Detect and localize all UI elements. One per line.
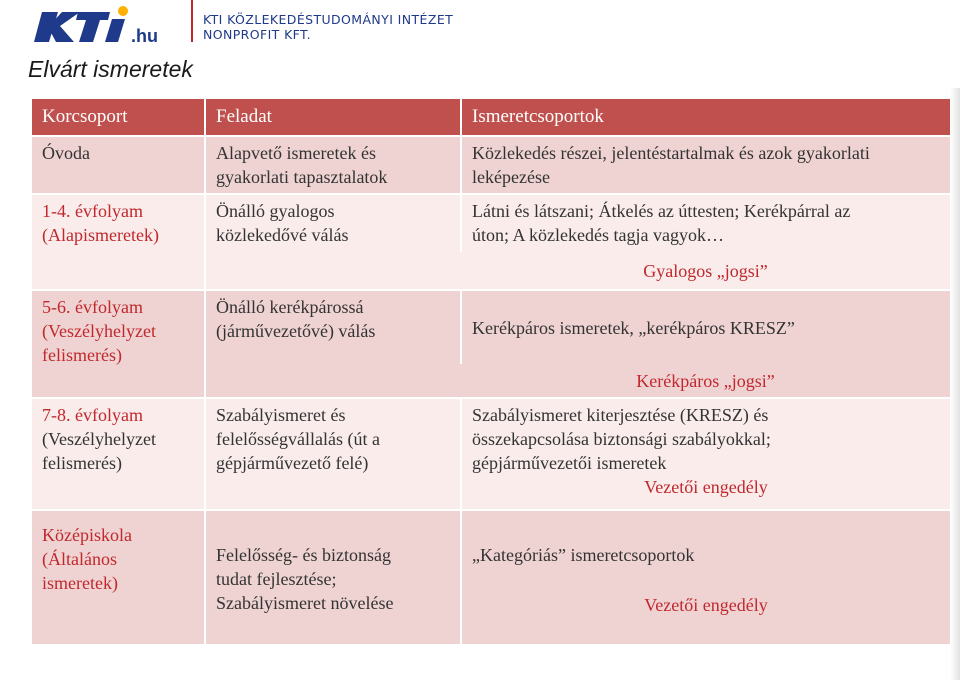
age-text: (Általános [42,549,117,569]
age-text: 5-6. évfolyam [42,297,143,317]
age-cell [32,194,205,290]
task-cell [205,194,461,290]
task-text: Alapvető ismeretek és [216,143,376,163]
knowledge-text: leképezése [472,167,550,187]
age-text: 7-8. évfolyam [42,405,143,425]
knowledge-text: „Kategóriás” ismeretcsoportok [472,545,695,565]
table-row [32,398,950,510]
table-row [32,290,950,364]
knowledge-cell [461,194,950,252]
age-text: (Veszélyhelyzet [42,429,156,449]
age-cell [32,398,205,510]
age-cell [32,290,205,398]
right-edge-shadow [950,88,960,680]
knowledge-table [32,99,950,644]
age-text: (Alapismeretek) [42,225,159,245]
knowledge-text: úton; A közlekedés tagja vagyok… [472,225,724,245]
knowledge-text: Szabályismeret kiterjesztése (KRESZ) és [472,405,769,425]
table-header-row [32,99,950,136]
task-text: (járművezetővé) válás [216,321,376,341]
milestone-cell: Gyalogos „jogsi” [461,252,950,290]
task-text: Szabályismeret növelése [216,593,394,613]
age-cell [32,136,205,194]
table-row [32,510,950,644]
kti-logo [34,4,184,46]
page-header [0,0,960,50]
age-text: felismerés) [42,453,122,473]
age-text: Óvoda [42,143,90,163]
task-text: Szabályismeret és [216,405,346,425]
task-cell [205,290,461,398]
logo-suffix: .hu [131,26,158,46]
knowledge-cell [461,510,950,644]
header-knowledge-groups: Ismeretcsoportok [461,99,950,136]
task-cell [205,136,461,194]
header-task: Feladat [205,99,461,136]
task-text: tudat fejlesztése; [216,569,337,589]
task-text: közlekedővé válás [216,225,349,245]
knowledge-text: gépjárművezetői ismeretek [472,453,667,473]
header-age-group: Korcsoport [32,99,205,136]
knowledge-text: Látni és látszani; Átkelés az úttesten; Kerékpárral az [472,201,851,221]
table-row [32,136,950,194]
task-text: Önálló gyalogos [216,201,335,221]
task-text: gépjárművezető felé) [216,453,369,473]
age-text: (Veszélyhelyzet [42,321,156,341]
org-line-1: KTI KÖZLEKEDÉSTUDOMÁNYI INTÉZET [203,12,454,27]
knowledge-cell [461,398,950,510]
license-note: Vezetői engedély [644,477,768,497]
task-text: felelősségvállalás (út a [216,429,380,449]
knowledge-text: összekapcsolása biztonsági szabályokkal; [472,429,771,449]
milestone-cell: Kerékpáros „jogsi” [461,364,950,398]
task-cell [205,510,461,644]
age-text: Középiskola [42,525,132,545]
table-row [32,194,950,252]
knowledge-cell [461,290,950,364]
knowledge-cell [461,136,950,194]
age-text: ismeretek) [42,573,118,593]
org-line-2: NONPROFIT KFT. [203,27,311,42]
age-cell [32,510,205,644]
license-note: Vezetői engedély [644,595,768,615]
task-text: Felelősség- és biztonság [216,545,391,565]
header-divider [191,0,193,42]
task-text: gyakorlati tapasztalatok [216,167,388,187]
page-title: Elvárt ismeretek [28,56,193,82]
organization-name [203,12,453,42]
task-text: Önálló kerékpárossá [216,297,364,317]
age-text: felismerés) [42,345,122,365]
knowledge-text: Kerékpáros ismeretek, „kerékpáros KRESZ” [472,317,795,338]
age-text: 1-4. évfolyam [42,201,143,221]
task-cell [205,398,461,510]
knowledge-text: Közlekedés részei, jelentéstartalmak és azok gyakorlati [472,143,870,163]
